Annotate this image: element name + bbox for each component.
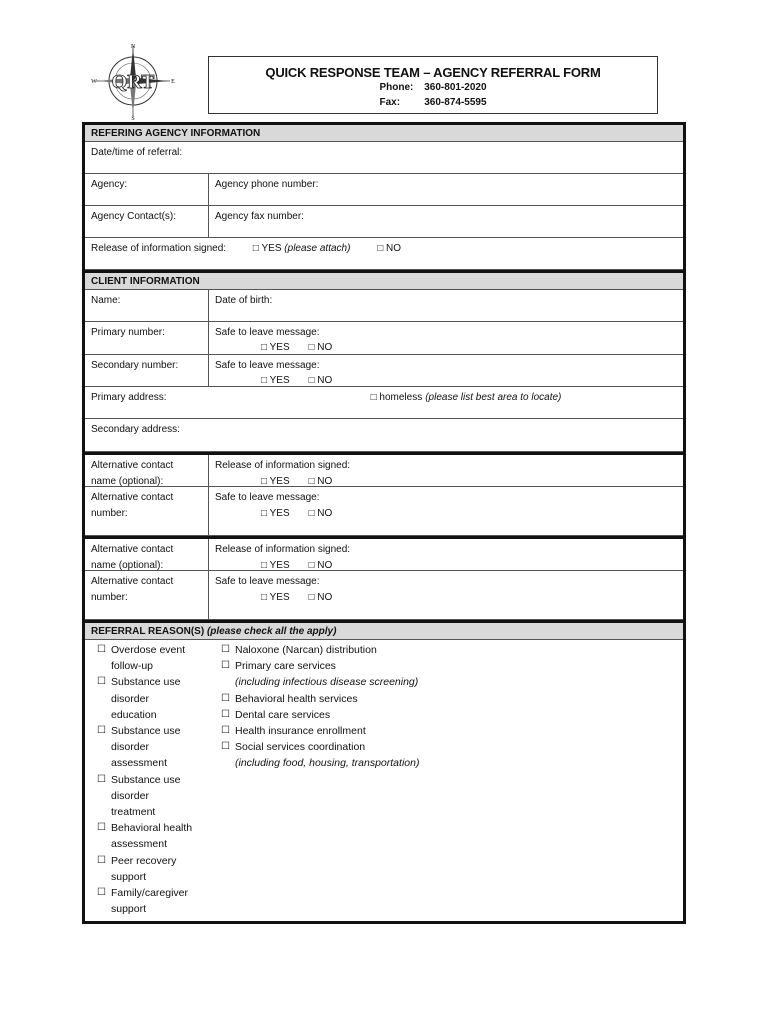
primary-safe-no[interactable]: □ NO xyxy=(308,342,333,353)
secondary-safe-options xyxy=(215,374,677,387)
reason-item[interactable] xyxy=(97,642,213,658)
primary-address-row[interactable] xyxy=(85,387,683,419)
alt1-safe-field xyxy=(209,487,683,535)
please-attach-note: (please attach) xyxy=(284,243,351,254)
datetime-label: Date/time of referral: xyxy=(91,147,183,158)
reason-item[interactable] xyxy=(221,739,683,755)
reason-label: Family/caregiver xyxy=(111,887,189,900)
fax-label: Fax: xyxy=(379,97,401,108)
secondary-safe-field xyxy=(209,355,683,386)
agency-row xyxy=(85,174,683,206)
reason-item[interactable] xyxy=(221,642,683,658)
secondary-address-label: Secondary address: xyxy=(91,424,180,435)
primary-address-label: Primary address: xyxy=(91,392,167,403)
secondary-safe-no[interactable]: □ NO xyxy=(308,375,333,386)
form-title: QUICK RESPONSE TEAM – AGENCY REFERRAL FORM xyxy=(265,65,601,80)
secondary-safe-yes[interactable]: □ YES xyxy=(261,375,290,386)
checkbox-icon[interactable]: ☐ xyxy=(221,644,230,655)
phone-label: Phone: xyxy=(379,82,414,93)
primary-number-row xyxy=(85,322,683,355)
phone-value: 360-801-2020 xyxy=(424,82,487,93)
alt1-release-field xyxy=(209,455,683,486)
reason-label-cont: assessment xyxy=(111,838,168,851)
reasons-heading: REFERRAL REASON(S) xyxy=(91,626,205,637)
primary-safe-yes[interactable]: □ YES xyxy=(261,342,290,353)
dob-field[interactable] xyxy=(209,290,683,321)
checkbox-icon[interactable]: ☐ xyxy=(221,692,230,704)
primary-number-field[interactable] xyxy=(85,322,209,354)
agency-phone-field[interactable] xyxy=(209,174,683,205)
compass-w: W xyxy=(91,79,97,85)
checkbox-icon[interactable]: ☐ xyxy=(97,822,106,834)
logo-letters: QRT xyxy=(111,71,155,93)
reason-label-cont: education xyxy=(111,708,157,721)
reason-label: Behavioral health xyxy=(111,822,193,835)
primary-address-field xyxy=(85,387,683,418)
reasons-heading-note: (please check all the apply) xyxy=(206,626,337,637)
secondary-number-label: Secondary number: xyxy=(91,360,179,371)
reasons-list xyxy=(85,640,683,921)
fax-line xyxy=(209,95,657,110)
primary-safe-options xyxy=(215,341,677,354)
alt2-release-label: Release of information signed: xyxy=(215,544,351,555)
compass-s: S xyxy=(131,116,135,120)
reason-label: Naloxone (Narcan) distribution xyxy=(235,644,377,656)
reason-label: Substance use xyxy=(111,725,181,738)
checkbox-icon[interactable]: ☐ xyxy=(97,725,106,737)
reason-label: Primary care services xyxy=(235,660,336,673)
reason-label: Peer recovery xyxy=(111,854,177,867)
alt2-name-field[interactable] xyxy=(85,539,209,570)
reason-item[interactable] xyxy=(97,723,213,739)
reason-label-cont: disorder xyxy=(111,789,149,802)
reason-item[interactable] xyxy=(221,658,683,674)
reasons-section-heading xyxy=(85,623,683,640)
secondary-safe-label: Safe to leave message: xyxy=(215,360,320,371)
reason-note: (including infectious disease screening) xyxy=(235,676,419,689)
client-section-heading: CLIENT INFORMATION xyxy=(85,273,683,290)
alt2-safe-no[interactable]: □ NO xyxy=(308,592,333,603)
homeless-checkbox[interactable]: □ homeless xyxy=(370,392,423,403)
alt2-safe-options xyxy=(215,590,677,606)
alt2-name-row xyxy=(85,539,683,571)
alt2-release-field xyxy=(209,539,683,570)
alt2-safe-label: Safe to leave message: xyxy=(215,576,320,587)
reason-item[interactable] xyxy=(221,691,683,707)
homeless-note: (please list best area to locate) xyxy=(425,392,562,403)
compass-n: N xyxy=(130,44,136,50)
alt2-name-label-2: name (optional): xyxy=(91,560,164,571)
secondary-number-field[interactable] xyxy=(85,355,209,386)
dob-label: Date of birth: xyxy=(215,295,273,306)
reason-label-cont: disorder xyxy=(111,692,149,705)
alt2-number-row xyxy=(85,571,683,620)
reason-label-cont: treatment xyxy=(111,806,156,819)
fax-value: 360-874-5595 xyxy=(424,97,487,108)
checkbox-icon[interactable]: ☐ xyxy=(221,725,230,737)
alt2-number-label-1: Alternative contact xyxy=(91,576,174,587)
name-row xyxy=(85,290,683,322)
alt2-release-no[interactable]: □ NO xyxy=(308,560,333,571)
release-no-checkbox[interactable]: □ NO xyxy=(377,243,402,254)
agency-fax-field[interactable] xyxy=(209,206,683,237)
checkbox-icon[interactable]: ☐ xyxy=(97,676,106,688)
checkbox-icon[interactable]: ☐ xyxy=(221,660,230,672)
checkbox-icon[interactable]: ☐ xyxy=(97,773,106,785)
alt2-number-label-2: number: xyxy=(91,592,128,603)
alt1-number-label-1: Alternative contact xyxy=(91,492,174,503)
reason-item[interactable] xyxy=(221,723,683,739)
reason-item[interactable] xyxy=(97,853,213,869)
checkbox-icon[interactable]: ☐ xyxy=(97,644,106,655)
reason-item[interactable] xyxy=(97,772,213,788)
release-label: Release of information signed: xyxy=(91,243,227,254)
alt1-number-row xyxy=(85,487,683,536)
alt1-name-label-2: name (optional): xyxy=(91,476,164,487)
alt1-number-field[interactable] xyxy=(85,487,209,535)
agency-fax-label: Agency fax number: xyxy=(215,211,304,222)
reason-item[interactable] xyxy=(221,707,683,723)
reason-note: (including food, housing, transportation) xyxy=(235,757,420,770)
alt1-safe-options xyxy=(215,506,677,522)
name-label: Name: xyxy=(91,295,121,306)
reason-label: Substance use xyxy=(111,676,181,689)
alt2-release-yes[interactable]: □ YES xyxy=(261,560,290,571)
reason-label-cont: follow-up xyxy=(111,660,154,673)
reason-item[interactable] xyxy=(97,674,213,690)
reason-label: Dental care services xyxy=(235,708,331,721)
reason-label-cont: support xyxy=(111,903,147,916)
qrt-logo xyxy=(88,42,178,120)
referral-form xyxy=(82,122,686,924)
alt1-safe-yes[interactable]: □ YES xyxy=(261,508,290,519)
title-box xyxy=(208,56,658,114)
reason-item[interactable] xyxy=(97,820,213,836)
reasons-column-2 xyxy=(213,642,683,917)
alt2-number-field[interactable] xyxy=(85,571,209,619)
alt1-number-label-2: number: xyxy=(91,508,128,519)
referring-section-heading: REFERING AGENCY INFORMATION xyxy=(85,125,683,142)
primary-safe-field xyxy=(209,322,683,354)
reason-label: Behavioral health services xyxy=(235,692,358,705)
secondary-number-row xyxy=(85,355,683,387)
checkbox-icon[interactable]: ☐ xyxy=(221,708,230,720)
alt2-safe-field xyxy=(209,571,683,619)
reason-label: Social services coordination xyxy=(235,741,366,754)
reasons-column-1 xyxy=(85,642,213,917)
checkbox-icon[interactable]: ☐ xyxy=(97,887,106,899)
phone-line xyxy=(209,80,657,95)
checkbox-icon[interactable]: ☐ xyxy=(221,741,230,753)
agency-contact-row xyxy=(85,206,683,238)
release-row xyxy=(85,238,683,270)
alt1-release-label: Release of information signed: xyxy=(215,460,351,471)
primary-safe-label: Safe to leave message: xyxy=(215,327,320,338)
alt1-safe-label: Safe to leave message: xyxy=(215,492,320,503)
alt1-name-label-1: Alternative contact xyxy=(91,460,174,471)
primary-number-label: Primary number: xyxy=(91,327,165,338)
alt2-safe-yes[interactable]: □ YES xyxy=(261,592,290,603)
name-field[interactable] xyxy=(85,290,209,321)
reason-label-cont: disorder xyxy=(111,741,149,754)
reason-label: Health insurance enrollment xyxy=(235,725,366,738)
secondary-address-row[interactable] xyxy=(85,419,683,452)
reason-label: Substance use xyxy=(111,773,181,786)
agency-contact-field[interactable] xyxy=(85,206,209,237)
alt1-release-no[interactable]: □ NO xyxy=(308,476,333,487)
agency-label: Agency: xyxy=(91,179,128,190)
datetime-row[interactable] xyxy=(85,142,683,174)
reason-label: Overdose event xyxy=(111,644,186,656)
release-yes-checkbox[interactable]: □ YES xyxy=(252,243,282,254)
agency-phone-label: Agency phone number: xyxy=(215,179,319,190)
compass-e: E xyxy=(171,79,175,85)
alt1-name-field[interactable] xyxy=(85,455,209,486)
reason-label-cont: assessment xyxy=(111,757,168,770)
checkbox-icon[interactable]: ☐ xyxy=(97,854,106,866)
reason-label-cont: support xyxy=(111,870,147,883)
agency-field[interactable] xyxy=(85,174,209,205)
alt1-release-yes[interactable]: □ YES xyxy=(261,476,290,487)
alt2-name-label-1: Alternative contact xyxy=(91,544,174,555)
release-field xyxy=(85,238,683,269)
alt1-name-row xyxy=(85,455,683,487)
reason-item[interactable] xyxy=(97,885,213,901)
agency-contact-label: Agency Contact(s): xyxy=(91,211,177,222)
alt1-safe-no[interactable]: □ NO xyxy=(308,508,333,519)
